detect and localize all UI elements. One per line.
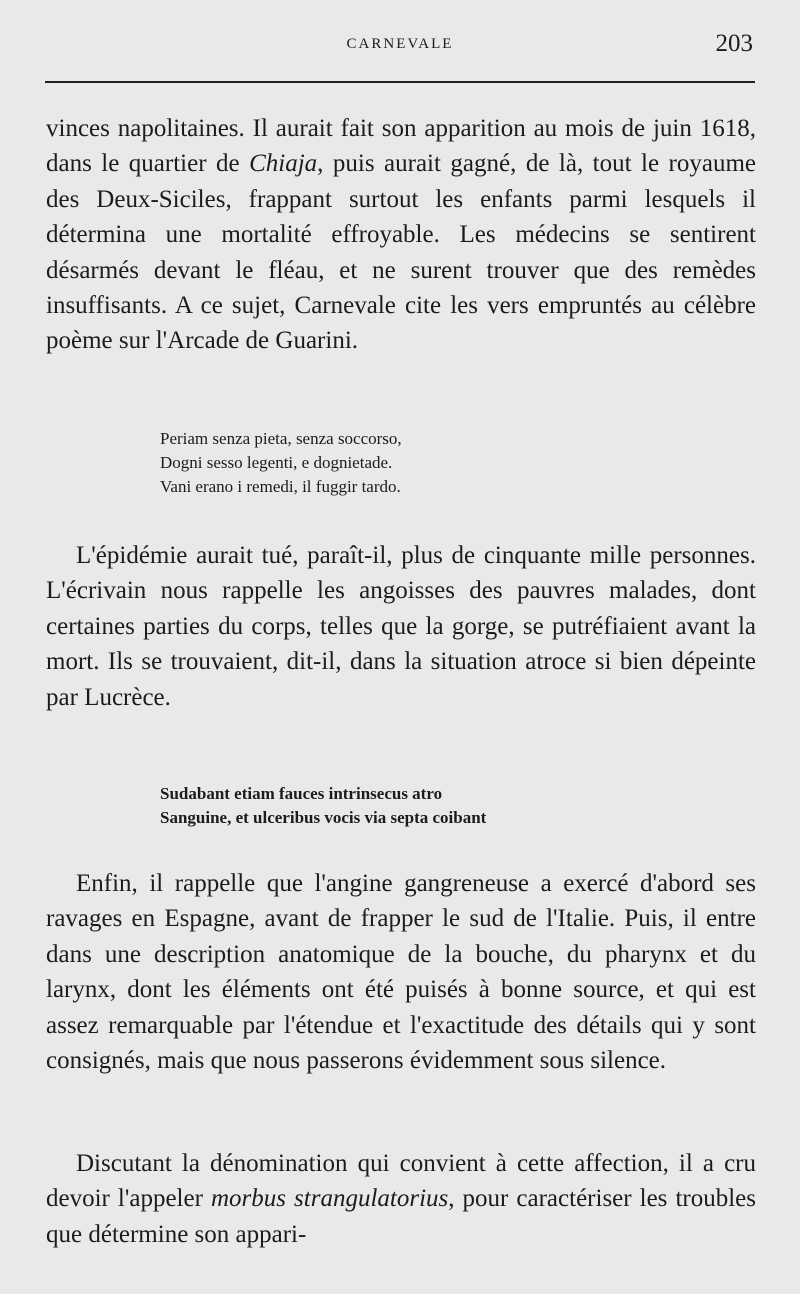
verse-line: Sudabant etiam fauces intrinsecus atro bbox=[160, 784, 443, 803]
verse-line: Periam senza pieta, senza soccorso, bbox=[160, 429, 402, 448]
paragraph-1-italic: Chiaja bbox=[249, 150, 318, 178]
paragraph-1 bbox=[46, 111, 756, 359]
paragraph-1-text: vinces napolitaines. Il aurait fait son apparition au mois de juin 1618, dans le quartier de bbox=[46, 115, 756, 178]
paragraph-4-text: Discutant la dénomination qui convient à cette affection, il a cru devoir l'appeler bbox=[46, 1150, 756, 1213]
verse-line: Dogni sesso legenti, e dognietade. bbox=[160, 453, 393, 472]
running-head bbox=[45, 30, 755, 66]
running-title: CARNEVALE bbox=[346, 36, 454, 52]
verse-quotation-lucrece bbox=[160, 782, 720, 830]
paragraph-4-italic: morbus strangulatorius bbox=[210, 1185, 449, 1213]
verse-line: Sanguine, et ulceribus vocis via septa coibant bbox=[160, 808, 487, 827]
paragraph-4 bbox=[46, 1146, 756, 1252]
paragraph-4-tail: , pour caractériser les troubles que détermine son appari- bbox=[46, 1185, 756, 1248]
paragraph-3: Enfin, il rappelle que l'angine gangreneuse a exercé d'abord ses ravages en Espagne, avant de frapper le sud de l'Italie. Puis, il entre dans une description anatomique de la bouche, du pharynx et du larynx, dont les éléments ont été puisés à bonne source, et qui est assez remarquable par l'étendue et l'exactitude des détails qui y sont consignés, mais que nous passerons évidemment sous silence. bbox=[46, 870, 756, 1075]
verse-line: Vani erano i remedi, il fuggir tardo. bbox=[160, 477, 401, 496]
page-number: 203 bbox=[715, 30, 753, 57]
paragraph-2: L'épidémie aurait tué, paraît-il, plus de cinquante mille personnes. L'écrivain nous rappelle les angoisses des pauvres malades, dont certaines parties du corps, telles que la gorge, se putréfiaient avant la mort. Ils se trouvaient, dit-il, dans la situation atroce si bien dépeinte par Lucrèce. bbox=[46, 542, 756, 711]
header-rule bbox=[45, 81, 755, 83]
verse-quotation-guarini bbox=[160, 427, 720, 499]
paragraph-1-tail: , puis aurait gagné, de là, tout le royaume des Deux-Siciles, frappant surtout les enfants parmi lesquels il détermina une mortalité effroyable. Les médecins se sentirent désarmés devant le fléau, et ne surent trouver que des remèdes insuffisants. A ce sujet, Carnevale cite les vers empruntés au célèbre poème sur l'Arcade de Guarini. bbox=[46, 150, 757, 355]
